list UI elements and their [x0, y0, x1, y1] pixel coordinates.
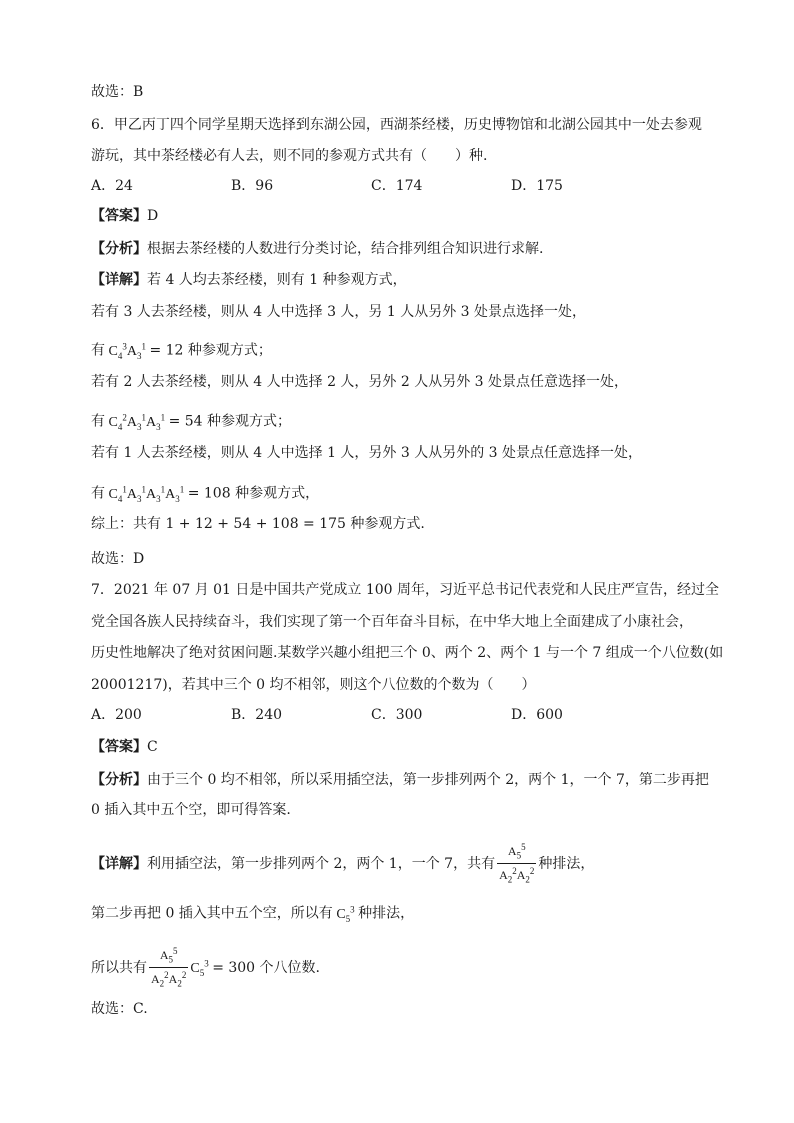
text-pre: 有	[91, 342, 105, 359]
text-post: 种排法，	[358, 905, 415, 922]
q6-detail-line2: 若有 3 人去茶经楼，则从 4 人中选择 3 人，另 1 人从另外 3 处景点选择一处，	[91, 304, 587, 320]
q6-option-d: D．175	[511, 178, 563, 194]
q6-detail-summary: 综上：共有 1 + 12 + 54 + 108 = 175 种参观方式.	[91, 516, 425, 532]
q7-detail-line3	[91, 944, 320, 992]
formula-c4-1-a3-1-x3: $C_4^1A_3^1A_3^1A_3^1$	[105, 484, 185, 504]
q7-stem-line4: 20001217)，若其中三个 0 均不相邻，则这个八位数的个数为（ ）	[91, 677, 536, 693]
fraction-a5-5-over-a2-2-a2-2: $\frac{A_5^5}{A_2^2A_2^2}$	[151, 946, 187, 989]
text-pre: 有	[91, 485, 105, 502]
fraction-a5-5-over-a2-2-a2-2: $\frac{A_5^5}{A_2^2A_2^2}$	[499, 842, 535, 885]
q6-conclusion: 故选：D	[91, 551, 145, 567]
q7-option-d: D．600	[511, 707, 563, 723]
analysis-text: 由于三个 0 均不相邻，所以采用插空法，第一步排列两个 2，两个 1，一个 7，第二步再把	[147, 772, 709, 788]
detail-label: 【详解】	[91, 855, 147, 872]
answer-value: C	[147, 739, 158, 755]
q6-option-b: B．96	[231, 178, 274, 194]
analysis-label: 【分析】	[91, 772, 147, 788]
q6-answer	[91, 206, 158, 226]
q6-stem-line1: 6．甲乙丙丁四个同学星期天选择到东湖公园，西湖茶经楼，历史博物馆和北湖公园其中一处去参观	[91, 117, 702, 133]
detail-text: 利用插空法，第一步排列两个 2，两个 1，一个 7，共有	[147, 855, 496, 872]
q7-detail	[91, 840, 594, 888]
text-post: = 54 种参观方式；	[168, 413, 292, 430]
q7-conclusion: 故选：C.	[91, 1001, 148, 1017]
q7-analysis-line2: 0 插入其中五个空，即可得答案.	[91, 802, 291, 818]
answer-label: 【答案】	[91, 739, 147, 755]
answer-value: D	[147, 208, 159, 224]
q6-detail-line4: 若有 2 人去茶经楼，则从 4 人中选择 2 人，另外 2 人从另外 3 处景点任意选择一处，	[91, 374, 629, 390]
analysis-text: 根据去茶经楼的人数进行分类讨论，结合排列组合知识进行求解.	[147, 241, 544, 257]
formula-c4-2-a3-1-a3-1: $C_4^2A_3^1A_3^1$	[105, 412, 166, 432]
text-post: = 300 个八位数.	[212, 959, 320, 976]
detail-label: 【详解】	[91, 272, 147, 288]
q6-detail-line3	[91, 336, 272, 365]
analysis-label: 【分析】	[91, 241, 147, 257]
q6-option-c: C．174	[371, 178, 423, 194]
q7-stem-line2: 党全国各族人民持续奋斗，我们实现了第一个百年奋斗目标，在中华大地上全面建成了小康社会，	[91, 614, 693, 630]
text-pre: 所以共有	[91, 959, 147, 976]
formula-c4-3-a3-1: $C_4^3A_3^1$	[105, 341, 146, 361]
q7-stem-line1: 7．2021 年 07 月 01 日是中国共产党成立 100 周年，习近平总书记代表党和人民庄严宣告，经过全	[91, 582, 720, 598]
formula-c5-3: $C_5^3$	[190, 958, 209, 978]
text-post: 种排法，	[538, 855, 595, 872]
formula-c5-3: $C_5^3$	[332, 904, 355, 924]
q7-answer	[91, 737, 158, 757]
q7-stem-line3: 历史性地解决了绝对贫困问题.某数学兴趣小组把三个 0、两个 2、两个 1 与一个 7 组成一个八位数(如	[91, 645, 724, 661]
prev-conclusion: 故选：B	[91, 84, 144, 100]
q6-analysis	[91, 239, 543, 259]
text-pre: 第二步再把 0 插入其中五个空，所以有	[91, 905, 333, 922]
detail-text: 若 4 人均去茶经楼，则有 1 种参观方式，	[147, 272, 407, 288]
q7-option-b: B．240	[231, 707, 283, 723]
q6-detail-line7	[91, 479, 319, 508]
text-pre: 有	[91, 413, 105, 430]
q7-detail-line2	[91, 899, 414, 928]
q6-detail	[91, 270, 407, 290]
q7-analysis	[91, 770, 709, 790]
text-post: = 12 种参观方式；	[149, 342, 272, 359]
q7-option-c: C．300	[371, 707, 423, 723]
q7-option-a: A．200	[91, 707, 142, 723]
q6-option-a: A．24	[91, 178, 133, 194]
q6-stem-line2: 游玩，其中茶经楼必有人去，则不同的参观方式共有（ ）种.	[91, 148, 488, 164]
q6-detail-line5	[91, 407, 291, 436]
q6-detail-line6: 若有 1 人去茶经楼，则从 4 人中选择 1 人，另外 3 人从另外的 3 处景点任意选择一处，	[91, 445, 643, 461]
answer-label: 【答案】	[91, 208, 147, 224]
text-post: = 108 种参观方式，	[187, 485, 320, 502]
